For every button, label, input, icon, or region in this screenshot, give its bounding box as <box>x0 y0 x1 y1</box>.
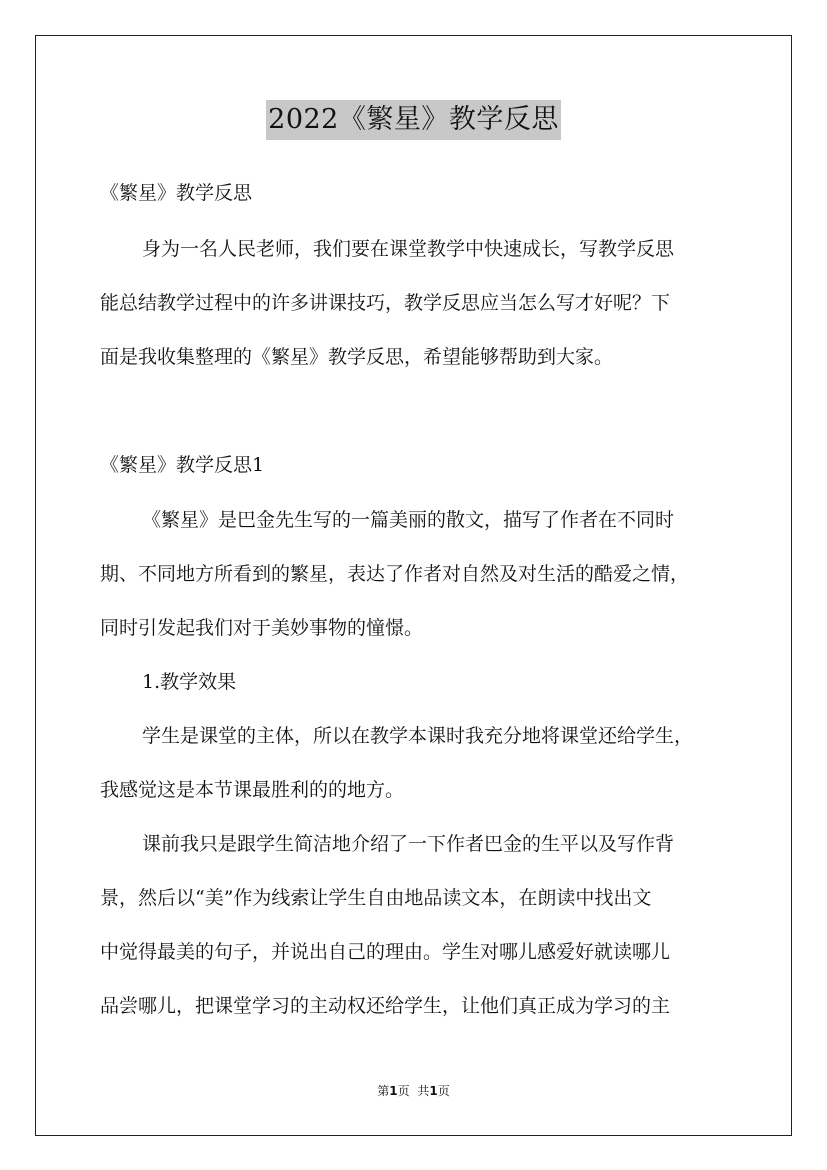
paragraph-line: 课前我只是跟学生简洁地介绍了一下作者巴金的生平以及写作背 <box>142 833 675 855</box>
title-wrapper <box>0 100 827 140</box>
paragraph-line: 身为一名人民老师，我们要在课堂教学中快速成长，写教学反思 <box>142 238 675 260</box>
footer-total-prefix: 共 <box>417 1084 430 1098</box>
page-footer <box>0 1083 827 1099</box>
footer-page-number: 1 <box>389 1084 398 1098</box>
footer-page-suffix: 页 <box>397 1084 410 1098</box>
paragraph-line: 品尝哪儿，把课堂学习的主动权还给学生，让他们真正成为学习的主 <box>100 995 671 1017</box>
paragraph-line: 中觉得最美的句子，并说出自己的理由。学生对哪儿感爱好就读哪儿 <box>100 941 671 963</box>
section-heading-1: 《繁星》教学反思1 <box>100 454 265 476</box>
paragraph-line: 《繁星》是巴金先生写的一篇美丽的散文，描写了作者在不同时 <box>142 509 675 531</box>
footer-total-pages: 1 <box>429 1084 438 1098</box>
footer-total-suffix: 页 <box>437 1084 450 1098</box>
subheading-teaching-effect: 1.教学效果 <box>142 671 237 693</box>
paragraph-line: 能总结教学过程中的许多讲课技巧，教学反思应当怎么写才好呢？下 <box>100 292 671 314</box>
footer-page-prefix: 第 <box>377 1084 390 1098</box>
document-title: 2022《繁星》教学反思 <box>266 100 561 140</box>
paragraph-line: 面是我收集整理的《繁星》教学反思，希望能够帮助到大家。 <box>100 346 614 368</box>
paragraph-line: 我感觉这是本节课最胜利的的地方。 <box>100 779 405 801</box>
paragraph-line: 期、不同地方所看到的繁星，表达了作者对自然及对生活的酷爱之情， <box>100 563 690 585</box>
paragraph-line: 同时引发起我们对于美妙事物的憧憬。 <box>100 617 424 639</box>
section-heading-intro: 《繁星》教学反思 <box>100 182 253 204</box>
paragraph-line: 学生是课堂的主体，所以在教学本课时我充分地将课堂还给学生， <box>142 725 694 747</box>
paragraph-line: 景，然后以“美”作为线索让学生自由地品读文本，在朗读中找出文 <box>100 887 652 909</box>
